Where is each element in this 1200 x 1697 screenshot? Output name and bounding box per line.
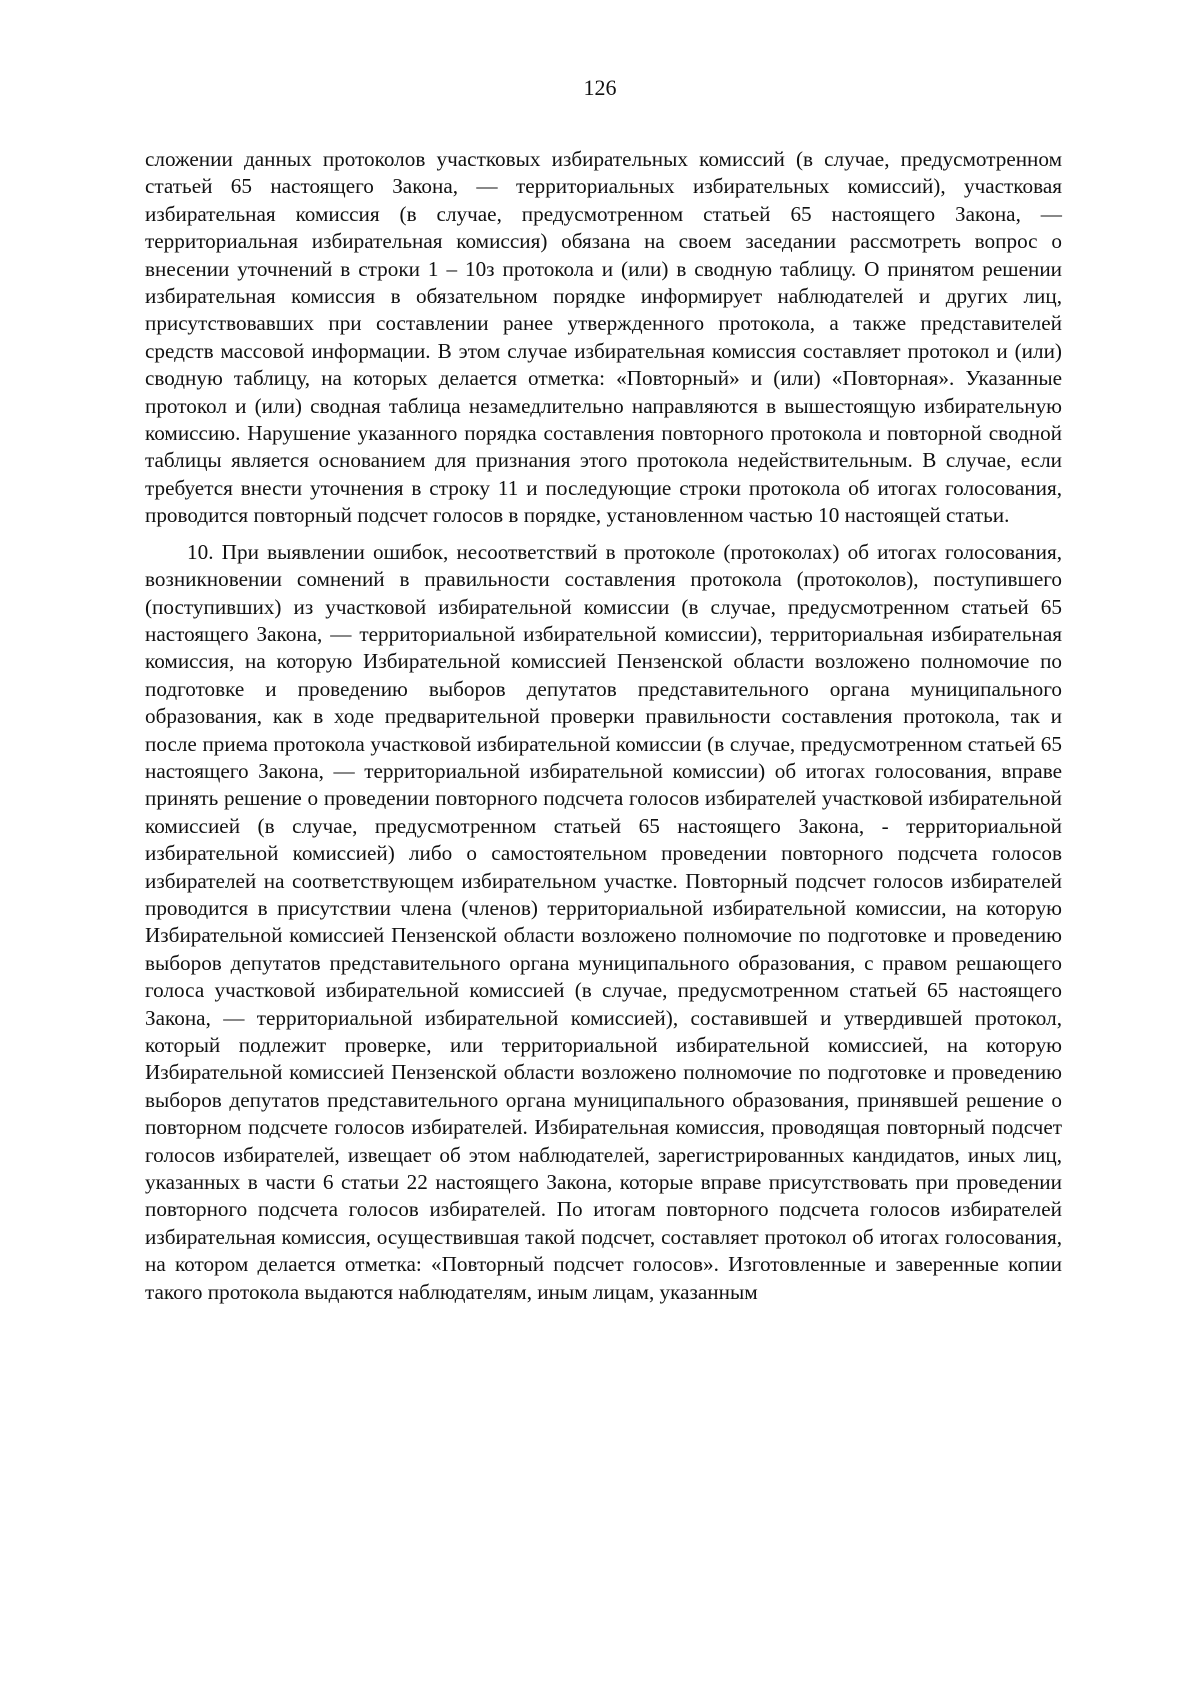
page-number: 126	[583, 75, 617, 100]
paragraph-continuation: сложении данных протоколов участковых избирательных комиссий (в случае, предусмотренном статьей 65 настоящего Закона, — территориальных избирательных комиссий), участковая избирательная комиссия (в случае, предусмотренном статьей 65 настоящего Закона, — территориальная избирательная комиссия) обязана на своем заседании рассмотреть вопрос о внесении уточнений в строки 1 – 10з протокола и (или) в сводную таблицу. О принятом решении избирательная комиссия в обязательном порядке информирует наблюдателей и других лиц, присутствовавших при составлении ранее утвержденного протокола, а также представителей средств массовой информации. В этом случае избирательная комиссия составляет протокол и (или) сводную таблицу, на которых делается отметка: «Повторный» и (или) «Повторная». Указанные протокол и (или) сводная таблица незамедлительно направляются в вышестоящую избирательную комиссию. Нарушение указанного порядка составления повторного протокола и повторной сводной таблицы является основанием для признания этого протокола недействительным. В случае, если требуется внести уточнения в строку 11 и последующие строки протокола об итогах голосования, проводится повторный подсчет голосов в порядке, установленном частью 10 настоящей статьи.	[145, 147, 1062, 528]
document-body	[145, 146, 1062, 1306]
paragraph-clause-10: 10. При выявлении ошибок, несоответствий в протоколе (протоколах) об итогах голосования, возникновении сомнений в правильности составления протокола (протоколов), поступившего (поступивших) из участковой избирательной комиссии (в случае, предусмотренном статьей 65 настоящего Закона, — территориальной избирательной комиссии), территориальная избирательная комиссия, на которую Избирательной комиссией Пензенской области возложено полномочие по подготовке и проведению выборов депутатов представительного органа муниципального образования, как в ходе предварительной проверки правильности составления протокола, так и после приема протокола участковой избирательной комиссии (в случае, предусмотренном статьей 65 настоящего Закона, — территориальной избирательной комиссии) об итогах голосования, вправе принять решение о проведении повторного подсчета голосов избирателей участковой избирательной комиссией (в случае, предусмотренном статьей 65 настоящего Закона, - территориальной избирательной комиссией) либо о самостоятельном проведении повторного подсчета голосов избирателей на соответствующем избирательном участке. Повторный подсчет голосов избирателей проводится в присутствии члена (членов) территориальной избирательной комиссии, на которую Избирательной комиссией Пензенской области возложено полномочие по подготовке и проведению выборов депутатов представительного органа муниципального образования, с правом решающего голоса участковой избирательной комиссией (в случае, предусмотренном статьей 65 настоящего Закона, — территориальной избирательной комиссией), составившей и утвердившей протокол, который подлежит проверке, или территориальной избирательной комиссией, на которую Избирательной комиссией Пензенской области возложено полномочие по подготовке и проведению выборов депутатов представительного органа муниципального образования, принявшей решение о повторном подсчете голосов избирателей. Избирательная комиссия, проводящая повторный подсчет голосов избирателей, извещает об этом наблюдателей, зарегистрированных кандидатов, иных лиц, указанных в части 6 статьи 22 настоящего Закона, которые вправе присутствовать при проведении повторного подсчета голосов избирателей. По итогам повторного подсчета голосов избирателей избирательная комиссия, осуществившая такой подсчет, составляет протокол об итогах голосования, на котором делается отметка: «Повторный подсчет голосов». Изготовленные и заверенные копии такого протокола выдаются наблюдателям, иным лицам, указанным	[145, 539, 1062, 1304]
